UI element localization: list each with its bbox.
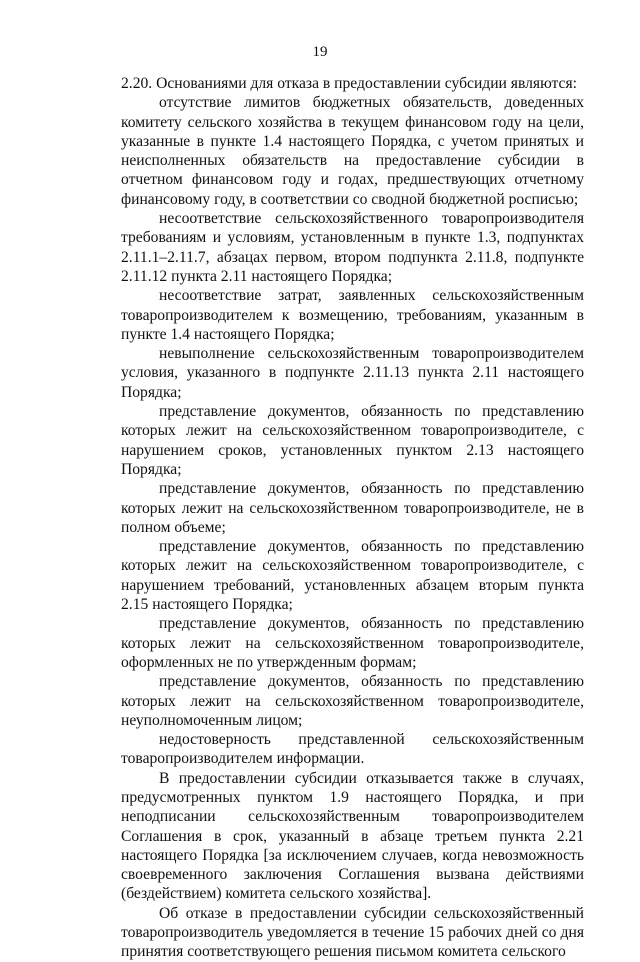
paragraph-costs-mismatch: несоответствие затрат, заявленных сельскохозяйственным товаропроизводителем к возмещению, требованиям, указанным в пункте 1.4 настоящего Порядка; [121,287,584,343]
paragraph-condition-failure: невыполнение сельскохозяйственным товаропроизводителем условия, указанного в подпункте 2.11.13 пункта 2.11 настоящего Порядка; [121,345,584,401]
paragraph-unauthorized-person: представление документов, обязанность по представлению которых лежит на сельскохозяйственном товаропроизводителе, неуполномоченным лицом; [121,673,584,729]
page-number: 19 [312,44,328,60]
paragraph-deadline-violation: представление документов, обязанность по представлению которых лежит на сельскохозяйственном товаропроизводителе, с нарушением сроков, установленных пунктом 2.13 настоящего Порядка; [121,403,584,478]
section-heading-2-20: 2.20. Основаниями для отказа в предоставлении субсидии являются: [121,75,577,92]
paragraph-incomplete-documents: представление документов, обязанность по представлению которых лежит на сельскохозяйственном товаропроизводителе, не в полном объеме; [121,480,584,536]
paragraph-unapproved-forms: представление документов, обязанность по представлению которых лежит на сельскохозяйственном товаропроизводителе, оформленных не по утвержденным формам; [121,615,584,671]
paragraph-additional-refusal-cases: В предоставлении субсидии отказывается также в случаях, предусмотренных пунктом 1.9 настоящего Порядка, и при неподписании сельскохозяйственным товаропроизводителем Соглашения в срок, указанный в абзаце третьем пункта 2.21 настоящего Порядка [за исключением случаев, когда невозможность своевременного заключения Соглашения вызвана действиями (бездействием) комитета сельского хозяйства]. [121,769,584,903]
paragraph-refusal-notification: Об отказе в предоставлении субсидии сельскохозяйственный товаропроизводитель уведомляется в течение 15 рабочих дней со дня принятия соответствующего решения письмом комитета сельского [121,904,584,961]
paragraph-inaccurate-information: недостоверность представленной сельскохозяйственным товаропроизводителем информации. [121,731,584,768]
document-body [121,74,584,962]
paragraph-requirements-violation: представление документов, обязанность по представлению которых лежит на сельскохозяйственном товаропроизводителе, с нарушением требований, установленных абзацем вторым пункта 2.15 настоящего Порядка; [121,538,584,614]
paragraph-producer-requirements: несоответствие сельскохозяйственного товаропроизводителя требованиям и условиям, установленным в пункте 1.3, подпунктах 2.11.1–2.11.7, абзацах первом, втором подпункта 2.11.8, подпункте 2.11.12 пункта 2.11 настоящего Порядка; [121,210,584,285]
paragraph-budget-limits: отсутствие лимитов бюджетных обязательств, доведенных комитету сельского хозяйства в текущем финансовом году на цели, указанные в пункте 1.4 настоящего Порядка, с учетом принятых и неисполненных обязательств на предоставление субсидии в отчетном финансовом году и годах, предшествующих отчетному финансовому году, в соответствии со сводной бюджетной росписью; [121,94,584,208]
